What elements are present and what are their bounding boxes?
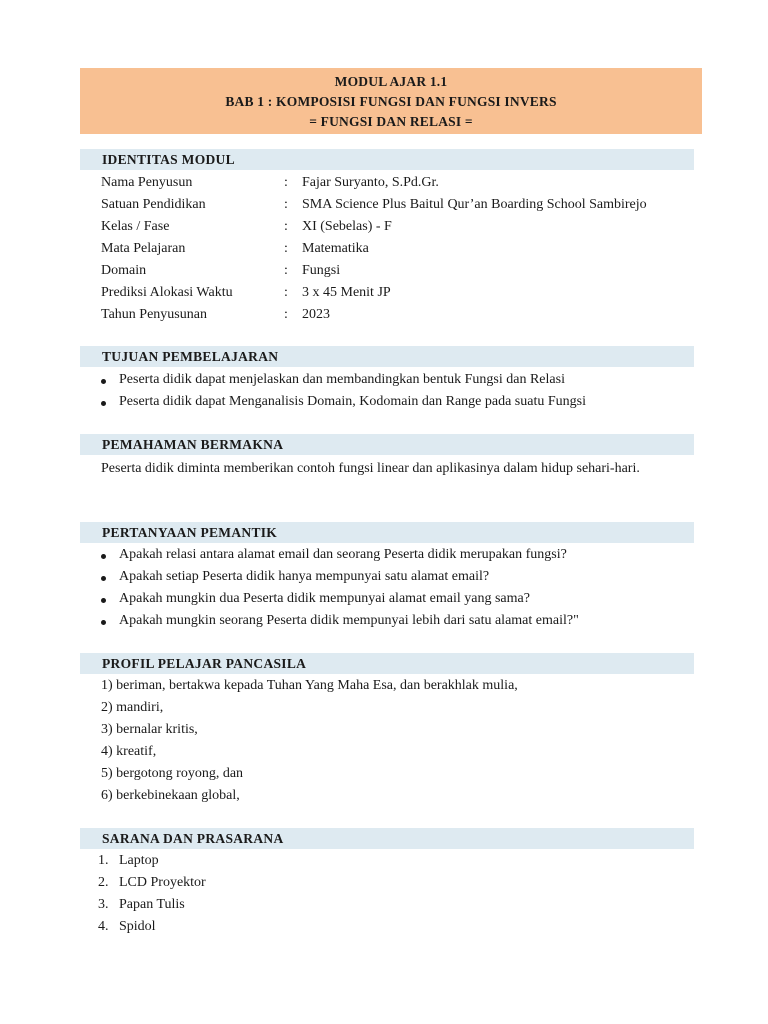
section-title: PERTANYAAN PEMANTIK: [102, 525, 278, 540]
identity-value: Fungsi: [302, 263, 341, 278]
module-title-box: [80, 68, 702, 134]
identity-separator: :: [284, 263, 288, 278]
section-title: PEMAHAMAN BERMAKNA: [102, 437, 284, 452]
identity-value: SMA Science Plus Baitul Qur’an Boarding School Sambirejo: [302, 197, 647, 212]
list-item: 3) bernalar kritis,: [101, 722, 198, 737]
identity-separator: :: [284, 285, 288, 300]
paragraph: Peserta didik diminta memberikan contoh fungsi linear dan aplikasinya dalam hidup sehari-hari.: [101, 461, 640, 476]
list-item-text: Peserta didik dapat Menganalisis Domain, Kodomain dan Range pada suatu Fungsi: [119, 394, 586, 409]
identity-value: Fajar Suryanto, S.Pd.Gr.: [302, 175, 439, 190]
identity-value: 3 x 45 Menit JP: [302, 285, 391, 300]
list-item-text: Apakah setiap Peserta didik hanya mempunyai satu alamat email?: [119, 569, 490, 584]
identity-label: Domain: [101, 263, 147, 278]
list-number: 2.: [98, 875, 109, 890]
section-tujuan-header: [80, 346, 694, 367]
list-number: 1.: [98, 853, 109, 868]
section-title: TUJUAN PEMBELAJARAN: [102, 349, 279, 364]
list-item-text: Laptop: [119, 853, 159, 868]
bullet-icon: [101, 576, 106, 581]
module-title: MODUL AJAR 1.1: [334, 74, 448, 89]
list-item-text: Spidol: [119, 919, 156, 934]
identity-separator: :: [284, 175, 288, 190]
bullet-icon: [101, 598, 106, 603]
chapter-title: BAB 1 : KOMPOSISI FUNGSI DAN FUNGSI INVERS: [225, 94, 557, 109]
bullet-icon: [101, 620, 106, 625]
subtopic-title: = FUNGSI DAN RELASI =: [309, 114, 473, 129]
list-item: 6) berkebinekaan global,: [101, 788, 240, 803]
section-title: SARANA DAN PRASARANA: [102, 831, 284, 846]
list-item-text: Papan Tulis: [119, 897, 185, 912]
identity-label: Nama Penyusun: [101, 175, 193, 190]
section-pertanyaan-header: [80, 522, 694, 543]
list-item: 4) kreatif,: [101, 744, 157, 759]
identity-separator: :: [284, 307, 288, 322]
list-item-text: Apakah relasi antara alamat email dan seorang Peserta didik merupakan fungsi?: [119, 547, 567, 562]
identity-value: Matematika: [302, 241, 369, 256]
identity-label: Mata Pelajaran: [101, 241, 186, 256]
identity-value: 2023: [302, 307, 330, 322]
list-item-text: Peserta didik dapat menjelaskan dan membandingkan bentuk Fungsi dan Relasi: [119, 372, 565, 387]
identity-label: Prediksi Alokasi Waktu: [101, 285, 233, 300]
section-title: IDENTITAS MODUL: [102, 152, 235, 167]
section-identitas-header: [80, 149, 694, 170]
identity-label: Kelas / Fase: [101, 219, 170, 234]
identity-value: XI (Sebelas) - F: [302, 219, 392, 234]
list-item-text: Apakah mungkin dua Peserta didik mempunyai alamat email yang sama?: [119, 591, 530, 606]
section-profil-header: [80, 653, 694, 674]
section-title: PROFIL PELAJAR PANCASILA: [102, 656, 307, 671]
list-number: 4.: [98, 919, 109, 934]
list-item: 2) mandiri,: [101, 700, 164, 715]
section-sarana-header: [80, 828, 694, 849]
bullet-icon: [101, 554, 106, 559]
identity-label: Satuan Pendidikan: [101, 197, 206, 212]
identity-label: Tahun Penyusunan: [101, 307, 207, 322]
identity-separator: :: [284, 219, 288, 234]
bullet-icon: [101, 401, 106, 406]
list-number: 3.: [98, 897, 109, 912]
identity-separator: :: [284, 241, 288, 256]
list-item-text: LCD Proyektor: [119, 875, 206, 890]
section-pemahaman-header: [80, 434, 694, 455]
list-item-text: Apakah mungkin seorang Peserta didik mempunyai lebih dari satu alamat email?": [119, 613, 579, 628]
list-item: 5) bergotong royong, dan: [101, 766, 244, 781]
identity-separator: :: [284, 197, 288, 212]
list-item: 1) beriman, bertakwa kepada Tuhan Yang Maha Esa, dan berakhlak mulia,: [101, 678, 518, 693]
bullet-icon: [101, 379, 106, 384]
